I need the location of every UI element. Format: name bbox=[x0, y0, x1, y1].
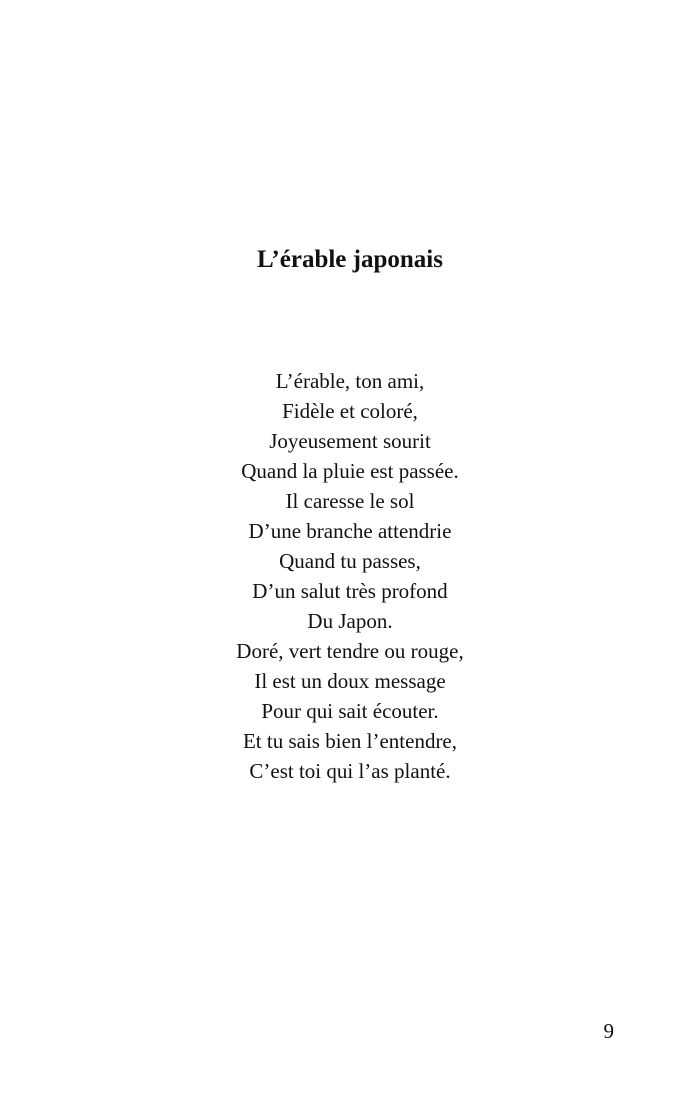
poem-line: Quand la pluie est passée. bbox=[241, 459, 459, 483]
poem-line: Du Japon. bbox=[307, 609, 393, 633]
poem-line: Et tu sais bien l’entendre, bbox=[242, 729, 458, 753]
poem-line: Il est un doux message bbox=[254, 669, 446, 693]
poem-line: D’un salut très profond bbox=[252, 579, 448, 603]
poem-line: Pour qui sait écouter. bbox=[261, 699, 439, 723]
poem-line: Joyeusement sourit bbox=[269, 429, 431, 453]
poem-line: Il caresse le sol bbox=[285, 489, 415, 513]
poem-line: Doré, vert tendre ou rouge, bbox=[236, 639, 464, 663]
poem-line: D’une branche attendrie bbox=[248, 519, 452, 543]
poem-title: L’érable japonais bbox=[257, 246, 443, 273]
poem-line: C’est toi qui l’as planté. bbox=[249, 759, 451, 783]
poem-line: Fidèle et coloré, bbox=[282, 399, 418, 423]
poem-body bbox=[0, 366, 700, 786]
poem-line: L’érable, ton ami, bbox=[275, 369, 425, 393]
page-number: 9 bbox=[603, 1019, 614, 1043]
poem-line: Quand tu passes, bbox=[279, 549, 421, 573]
